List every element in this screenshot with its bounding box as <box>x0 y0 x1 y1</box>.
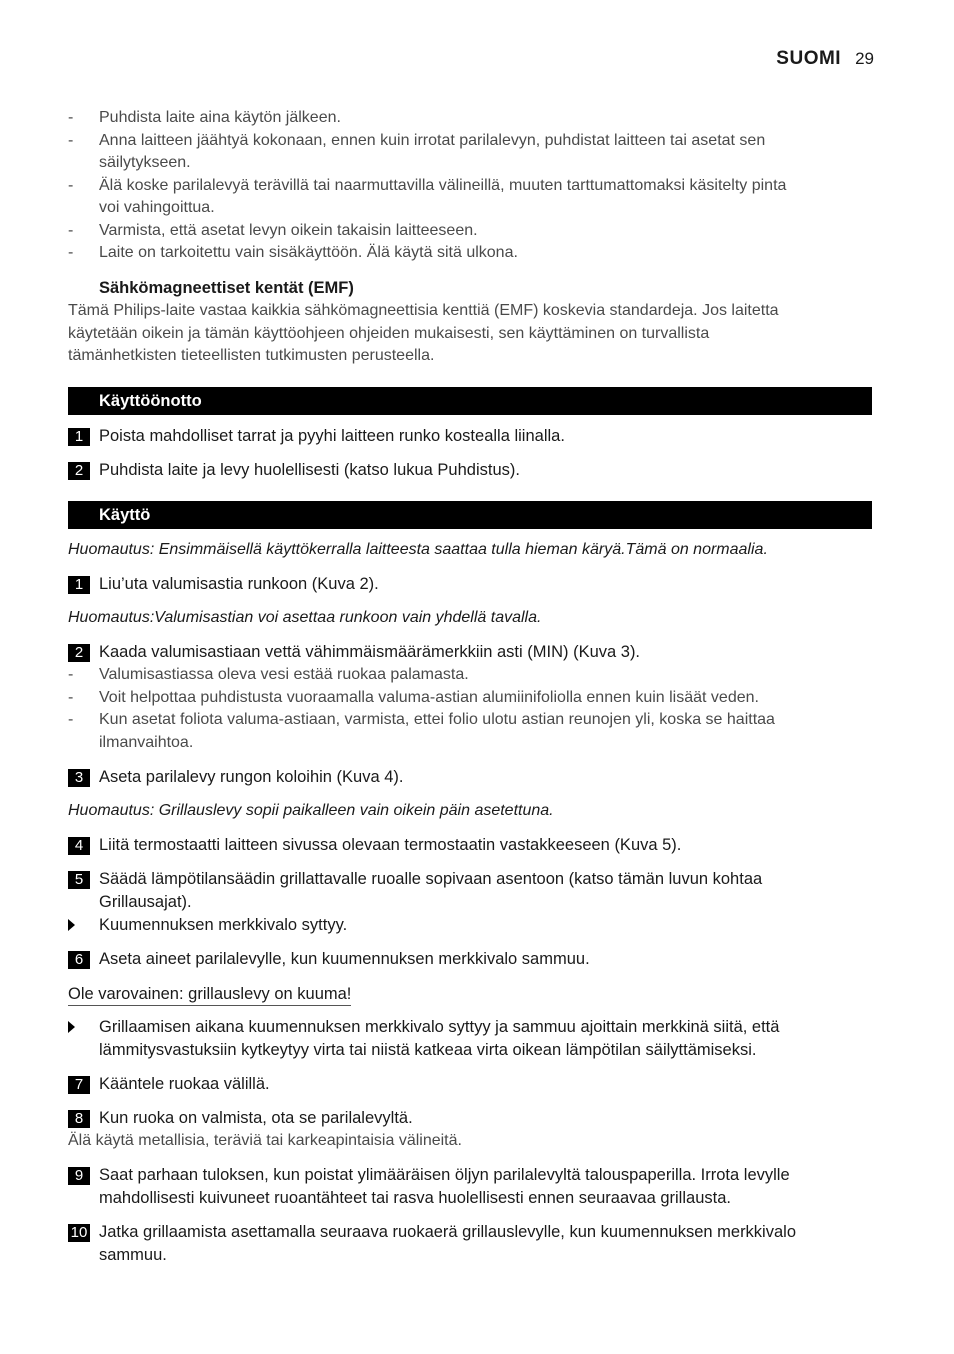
note: Huomautus: Ensimmäisellä käyttökerralla laitteesta saattaa tulla hieman käryä.Tämä on normaalia. <box>68 541 768 558</box>
step-number: 5 <box>68 871 90 889</box>
step-item: 5 Säädä lämpötilansäädin grillattavalle ruoalle sopivaan asentoon (katso tämän luvun kohtaa Grillausajat). <box>68 868 872 913</box>
step-number: 1 <box>68 428 90 446</box>
list-item: - Voit helpottaa puhdistusta vuoraamalla valuma-astian alumiinifoliolla ennen kuin lisäät veden. <box>68 688 759 706</box>
result-triangle-icon <box>68 1021 75 1033</box>
list-item: - Anna laitteen jäähtyä kokonaan, ennen kuin irrotat parilalevyn, puhdistat laitteen tai asetat sen säilytykseen. <box>68 131 766 171</box>
step-item: 8 Kun ruoka on valmista, ota se parilalevyltä. <box>68 1107 872 1130</box>
step-number: 7 <box>68 1076 90 1094</box>
step-item: 4 Liitä termostaatti laitteen sivussa olevaan termostaatin vastakkeeseen (Kuva 5). <box>68 834 872 857</box>
emf-paragraph: Tämä Philips-laite vastaa kaikkia sähkömagneettisia kenttiä (EMF) koskevia standardeja. Jos laitetta käytetään oikein ja tämän käyttöohjeen ohjeiden mukaisesti, sen käyttäminen on turvallista tämänhetkisten tieteellisten tutkimusten perusteella. <box>68 302 779 364</box>
language-label: SUOMI <box>776 48 842 69</box>
step-item: 1 Liu’uta valumisastia runkoon (Kuva 2). <box>68 573 872 596</box>
step-number: 1 <box>68 576 90 594</box>
step-number: 9 <box>68 1167 90 1185</box>
step-item: 2 Kaada valumisastiaan vettä vähimmäismäärämerkkiin asti (MIN) (Kuva 3). <box>68 641 872 664</box>
page-header <box>776 48 874 71</box>
page-number: 29 <box>855 49 874 68</box>
list-item: - Laite on tarkoitettu vain sisäkäyttöön. Älä käytä sitä ulkona. <box>68 244 518 261</box>
step-item: 7 Kääntele ruokaa välillä. <box>68 1073 872 1096</box>
step-item: 6 Aseta aineet parilalevylle, kun kuumennuksen merkkivalo sammuu. <box>68 948 872 971</box>
step-number: 3 <box>68 769 90 787</box>
step-number: 4 <box>68 837 90 855</box>
step-number: 2 <box>68 644 90 662</box>
cleaning-tips-list <box>68 107 872 265</box>
step-number: 6 <box>68 951 90 969</box>
step-number: 10 <box>68 1224 90 1242</box>
list-item: - Valumisastiassa oleva vesi estää ruokaa palamasta. <box>68 666 469 683</box>
section-heading-kayttoonotto: Käyttöönotto <box>68 387 872 415</box>
step8-note: Älä käytä metallisia, teräviä tai karkeapintaisia välineitä. <box>68 1132 462 1149</box>
caution-wrapper <box>68 983 351 1006</box>
result-item: Kuumennuksen merkkivalo syttyy. <box>68 914 872 937</box>
caution-text: Ole varovainen: grillauslevy on kuuma! <box>68 984 351 1006</box>
emf-heading: Sähkömagneettiset kentät (EMF) <box>99 279 354 297</box>
step-number: 2 <box>68 462 90 480</box>
step-item: 3 Aseta parilalevy rungon koloihin (Kuva 4). <box>68 766 872 789</box>
step-item: 1 Poista mahdolliset tarrat ja pyyhi laitteen runko kostealla liinalla. <box>68 425 872 448</box>
step-item: 2 Puhdista laite ja levy huolellisesti (katso lukua Puhdistus). <box>68 459 872 482</box>
section-heading-kaytto: Käyttö <box>68 501 872 529</box>
step-item: 9 Saat parhaan tuloksen, kun poistat ylimääräisen öljyn parilalevyltä talouspaperilla. Irrota levylle mahdollisesti kuivuneet ruoantähteet tai rasva huolellisesti ennen seuraavaa grillausta. <box>68 1164 903 1209</box>
step-item: 10 Jatka grillaamista asettamalla seuraava ruokaerä grillauslevylle, kun kuumennuksen merkkivalo sammuu. <box>68 1221 903 1266</box>
note: Huomautus: Grillauslevy sopii paikalleen vain oikein päin asetettuna. <box>68 802 554 819</box>
list-item: - Älä koske parilalevyä terävillä tai naarmuttavilla välineillä, muuten tarttumattomaksi käsitelty pinta voi vahingoittua. <box>68 176 787 216</box>
note: Huomautus:Valumisastian voi asettaa runkoon vain yhdellä tavalla. <box>68 609 542 626</box>
list-item: - Puhdista laite aina käytön jälkeen. <box>68 109 341 126</box>
result-item: Grillaamisen aikana kuumennuksen merkkivalo syttyy ja sammuu ajoittain merkkinä siitä, että lämmitysvastuksiin kytkeytyy virta tai niistä katkeaa virta oikean lämpötilan säilyttämiseksi. <box>68 1016 903 1061</box>
result-triangle-icon <box>68 919 75 931</box>
step2-tips-list <box>68 664 872 754</box>
step-number: 8 <box>68 1110 90 1128</box>
list-item: - Kun asetat foliota valuma-astiaan, varmista, ettei folio ulotu astian reunojen yli, koska se haittaa ilmanvaihtoa. <box>68 711 775 751</box>
list-item: - Varmista, että asetat levyn oikein takaisin laitteeseen. <box>68 221 478 239</box>
